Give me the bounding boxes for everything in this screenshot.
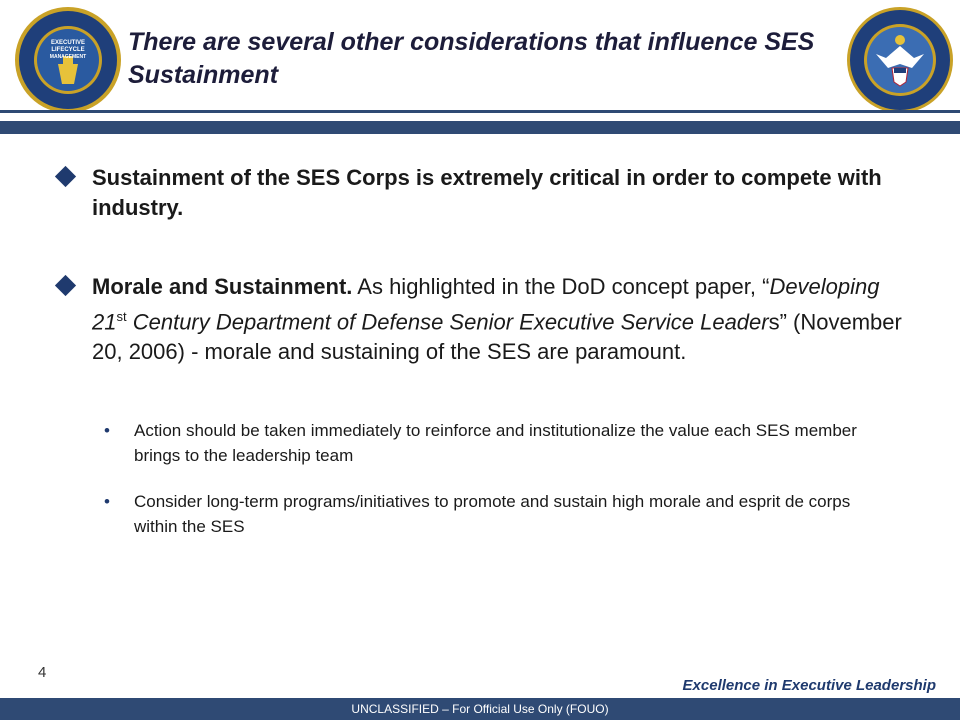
executive-lifecycle-management-seal xyxy=(14,6,122,114)
sub-bullet-text: Action should be taken immediately to reinforce and institutionalize the value each SES member brings to the leadership team xyxy=(134,421,857,465)
bullet-body-1: As highlighted in the DoD concept paper, “ xyxy=(352,274,770,299)
header-divider-light xyxy=(0,110,960,121)
dot-bullet-icon: • xyxy=(104,492,110,511)
header-divider-dark xyxy=(0,121,960,134)
slide-title: There are several other considerations that influence SES Sustainment xyxy=(128,28,815,89)
bullet-morale xyxy=(58,272,918,367)
svg-text:MANAGEMENT: MANAGEMENT xyxy=(49,54,87,60)
sub-bullet-action xyxy=(104,418,894,468)
bullet-body-2: s” (November 20, 2006) - morale and sustaining of the SES are paramount. xyxy=(92,309,902,365)
sub-bullet-text: Consider long-term programs/initiatives to promote and sustain high morale and esprit de corps within the SES xyxy=(134,492,851,536)
department-of-defense-seal xyxy=(846,6,954,114)
svg-text:EXECUTIVE: EXECUTIVE xyxy=(50,40,86,46)
dot-bullet-icon: • xyxy=(104,421,110,440)
sub-bullet-programs xyxy=(104,489,894,539)
paper-title-part-1: Developing 21 xyxy=(92,274,880,335)
bullet-text: Sustainment of the SES Corps is extremely critical in order to compete with industry. xyxy=(92,165,882,220)
svg-text:LIFECYCLE: LIFECYCLE xyxy=(51,47,85,53)
bullet-lead: Morale and Sustainment. xyxy=(92,274,353,299)
classification-banner: UNCLASSIFIED – For Official Use Only (FOUO) xyxy=(0,698,960,720)
diamond-bullet-icon xyxy=(55,275,76,296)
diamond-bullet-icon xyxy=(55,166,76,187)
page-number: 4 xyxy=(38,664,47,681)
bullet-text xyxy=(92,272,918,367)
ordinal-superscript: st xyxy=(116,309,127,324)
bullet-sustainment xyxy=(58,163,918,223)
footer-tagline: Excellence in Executive Leadership xyxy=(682,677,936,694)
paper-title-part-2: Century Department of Defense Senior Executive Service Leader xyxy=(126,309,769,335)
